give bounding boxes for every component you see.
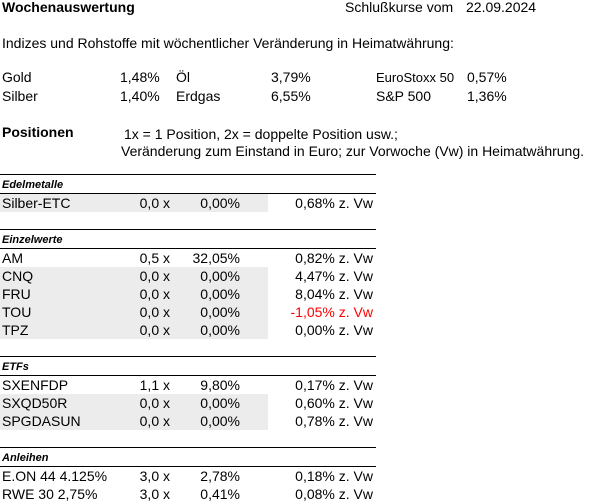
cell-name: SPGDASUN [2,413,81,429]
cell-name: RWE 30 2,75% [2,486,98,502]
index-value: 3,79% [271,69,311,85]
cell-qty: 3,0 x [139,486,170,502]
table-row [0,249,376,267]
cell-qty: 0,0 x [139,195,170,211]
cell-change: 0,00% [200,413,240,429]
table-row [0,485,376,503]
cell-weekly: 0,17% z. Vw [295,377,373,393]
cell-change: 0,00% [200,304,240,320]
cell-change: 0,00% [200,395,240,411]
index-value: 1,48% [120,69,160,85]
positions-table [0,174,376,503]
report-title: Wochenauswertung [2,0,135,15]
section-spacer [0,339,376,357]
cell-weekly: 4,47% z. Vw [295,268,373,284]
index-value: 0,57% [467,69,507,85]
table-row [0,376,376,394]
index-value: 1,36% [467,88,507,104]
index-value: 6,55% [271,88,311,104]
cell-name: SXQD50R [2,395,68,411]
cell-qty: 0,0 x [139,395,170,411]
index-name: EuroStoxx 50 [376,70,455,85]
table-row [0,194,376,212]
index-name: Erdgas [176,88,221,104]
cell-weekly: 8,04% z. Vw [295,286,373,302]
indices-heading: Indizes und Rohstoffe mit wöchentlicher Veränderung in Heimatwährung: [2,35,454,51]
cell-name: TPZ [2,322,29,338]
table-row [0,467,376,485]
cell-weekly: -1,05% z. Vw [290,304,373,320]
cell-change: 0,41% [200,486,240,502]
cell-qty: 0,0 x [139,413,170,429]
cell-weekly: 0,00% z. Vw [295,322,373,338]
cell-qty: 3,0 x [139,468,170,484]
table-row [0,412,376,430]
table-row [0,321,376,339]
cell-change: 2,78% [200,468,240,484]
cell-weekly: 0,78% z. Vw [295,413,373,429]
close-date: 22.09.2024 [466,0,537,15]
cell-change: 32,05% [192,250,240,266]
index-name: S&P 500 [376,88,432,104]
cell-change: 0,00% [200,268,240,284]
index-name: Öl [176,69,190,85]
cell-qty: 0,0 x [139,286,170,302]
section-header [0,230,376,249]
cell-name: SXENFDP [2,377,69,393]
cell-name: CNQ [2,268,34,284]
section-header [0,175,376,194]
table-row [0,303,376,321]
cell-weekly: 0,68% z. Vw [295,195,373,211]
cell-qty: 0,0 x [139,268,170,284]
index-name: Silber [2,88,38,104]
cell-weekly: 0,82% z. Vw [295,250,373,266]
cell-name: FRU [2,286,31,302]
positions-title: Positionen [2,124,74,140]
section-title: Edelmetalle [2,179,64,191]
cell-name: AM [2,250,23,266]
table-row [0,267,376,285]
cell-change: 0,00% [200,322,240,338]
cell-qty: 0,5 x [139,250,170,266]
section-title: Einzelwerte [2,234,63,246]
positions-note-line2: Veränderung zum Einstand in Euro; zur Vorwoche (Vw) in Heimatwährung. [121,143,585,159]
section-title: Anleihen [2,452,49,464]
cell-change: 0,00% [200,195,240,211]
section-header [0,357,376,376]
cell-name: Silber-ETC [2,195,71,211]
table-row [0,285,376,303]
cell-name: TOU [2,304,32,320]
cell-qty: 1,1 x [139,377,170,393]
index-name: Gold [2,69,32,85]
section-spacer [0,430,376,448]
section-header [0,448,376,467]
cell-weekly: 0,08% z. Vw [295,486,373,502]
close-label: Schlußkurse vom [345,0,454,15]
cell-name: E.ON 44 4.125% [2,468,108,484]
cell-qty: 0,0 x [139,304,170,320]
cell-weekly: 0,18% z. Vw [295,468,373,484]
cell-qty: 0,0 x [139,322,170,338]
section-spacer [0,212,376,230]
table-row [0,394,376,412]
cell-change: 0,00% [200,286,240,302]
positions-note-line1: 1x = 1 Position, 2x = doppelte Position usw.; [124,126,398,142]
index-value: 1,40% [120,88,160,104]
section-title: ETFs [2,361,29,373]
cell-weekly: 0,60% z. Vw [295,395,373,411]
cell-change: 9,80% [200,377,240,393]
